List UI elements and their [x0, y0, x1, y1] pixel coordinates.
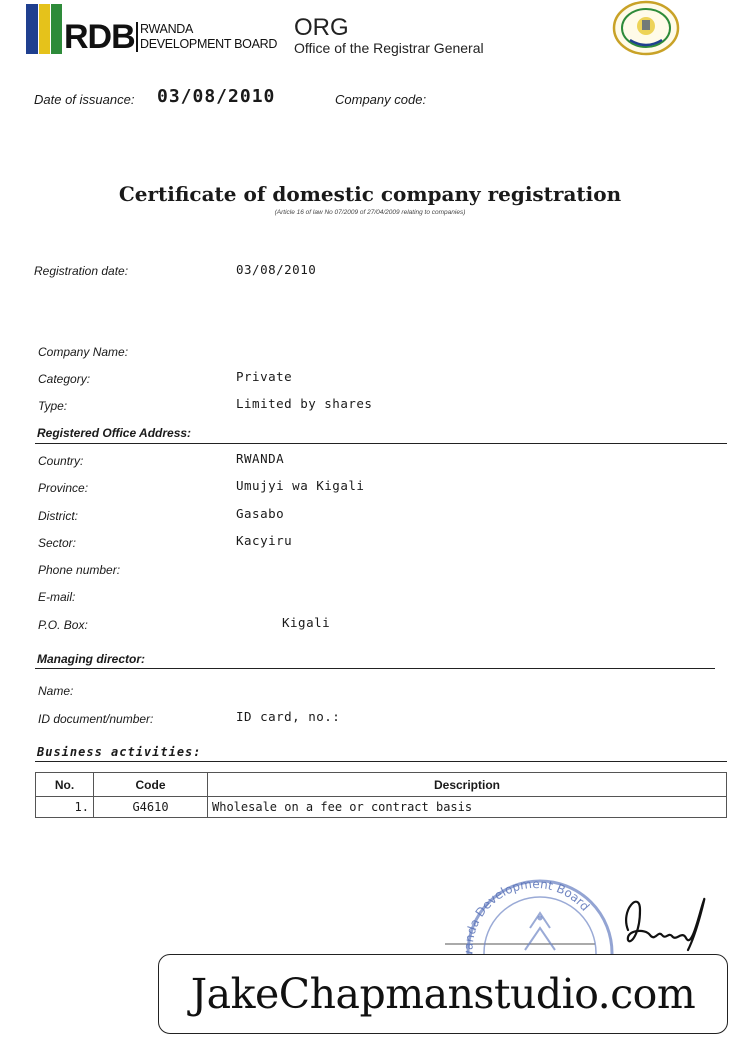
watermark-banner: JakeChapmanstudio.com: [158, 954, 728, 1034]
stamp-text: anda Development Board: [461, 876, 593, 951]
phone-label: Phone number:: [38, 563, 121, 577]
row-no: 1.: [36, 797, 94, 818]
column-header-no: No.: [36, 773, 94, 797]
sector-value: Kacyiru: [236, 533, 293, 548]
company-name-label: Company Name:: [38, 345, 129, 359]
row-code: G4610: [94, 797, 208, 818]
registration-date-label: Registration date:: [34, 264, 129, 278]
office-address-divider: [35, 443, 727, 444]
id-document-value: ID card, no.:: [236, 709, 341, 724]
business-divider: [35, 761, 727, 762]
pobox-value: Kigali: [282, 615, 331, 630]
sector-label: Sector:: [38, 536, 77, 550]
rdb-logo-subtitle: [136, 22, 277, 52]
district-label: District:: [38, 509, 78, 523]
table-header-row: [36, 773, 727, 797]
registration-date-value: 03/08/2010: [236, 262, 317, 277]
certificate-subtitle: (Article 16 of law No 07/2009 of 27/04/2009 relating to companies): [274, 209, 466, 216]
business-activities-table: [35, 772, 727, 818]
rdb-line1: RWANDA: [140, 22, 194, 36]
column-header-description: Description: [208, 773, 727, 797]
director-heading: Managing director:: [37, 652, 146, 666]
table-row: [36, 797, 727, 818]
certificate-title: Certificate of domestic company registration: [118, 182, 622, 206]
province-label: Province:: [38, 481, 89, 495]
type-value: Limited by shares: [236, 396, 373, 411]
office-address-heading: Registered Office Address:: [37, 426, 192, 440]
director-divider: [35, 668, 715, 669]
district-value: Gasabo: [236, 506, 285, 521]
country-label: Country:: [38, 454, 84, 468]
email-label: E-mail:: [38, 590, 76, 604]
rdb-logo-text: RDB: [64, 18, 135, 56]
row-description: Wholesale on a fee or contract basis: [208, 797, 727, 818]
column-header-code: Code: [94, 773, 208, 797]
province-value: Umujyi wa Kigali: [236, 478, 365, 493]
director-name-label: Name:: [38, 684, 74, 698]
company-code-label: Company code:: [335, 92, 427, 107]
business-heading: Business activities:: [37, 745, 202, 759]
rdb-line2: DEVELOPMENT BOARD: [140, 37, 278, 51]
issuance-date-label: Date of issuance:: [34, 92, 135, 107]
category-label: Category:: [38, 372, 91, 386]
category-value: Private: [236, 369, 293, 384]
org-title: ORG: [294, 14, 349, 41]
org-subtitle: Office of the Registrar General: [294, 40, 484, 56]
country-value: RWANDA: [236, 451, 285, 466]
pobox-label: P.O. Box:: [38, 618, 88, 632]
id-document-label: ID document/number:: [38, 712, 154, 726]
coat-of-arms-icon: [612, 0, 680, 56]
rdb-logo-bars: [26, 4, 62, 54]
issuance-date-value: 03/08/2010: [157, 86, 276, 107]
type-label: Type:: [38, 399, 68, 413]
